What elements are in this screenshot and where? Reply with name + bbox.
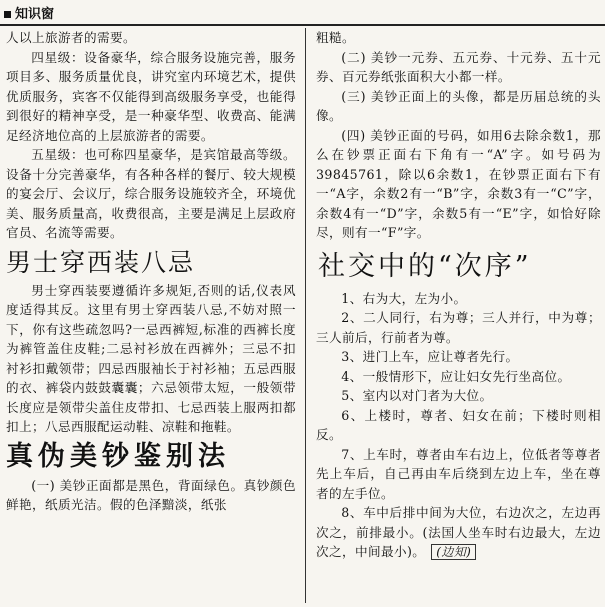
section-tag — [4, 3, 54, 22]
order-item-3: 3、进门上车，应让尊者先行。 — [341, 349, 519, 364]
column-divider — [305, 28, 306, 603]
order-item-2: 2、二人同行，右为尊；三人并行，中为尊；三人前后，行前者为尊。 — [316, 310, 601, 345]
money-article-title: 真伪美钞鉴别法 — [6, 440, 230, 472]
order-item-8 — [316, 503, 601, 563]
hotel-four-star-paragraph: 四星级：设备豪华，综合服务设施完善，服务项目多、服务质量优良，讲究室内环境艺术，提供优质服务，宾客不仅能得到高级服务享受，也能得到很好的精神享受，是一种豪华型、收费高、能满足经济地位高的上层旅游者的需要。 — [6, 49, 296, 143]
square-bullet-icon — [4, 11, 11, 18]
order-item-8-text: 8、车中后排中间为大位，右边次之，左边再次之，前排最小。(法国人坐车时右边最大，左边次之，中间最小)。 — [316, 505, 601, 559]
order-item-1: 1、右为大，左为小。 — [341, 290, 467, 306]
left-column — [6, 28, 296, 604]
money-article-paragraph-4: (四) 美钞正面的号码，如用6去除余数1，那么在钞票正面右下角有一“A”字。如号码为39845761，除以6余数1，在钞票正面右下有一“A字，余数2有一“B”字，余数3有一“C”字，余数4有一“D”字，余数5有一“E”字，如恰好除尽，则有一“F”字。 — [316, 127, 601, 240]
order-item-7: 7、上车时，尊者由车右边上，位低者等尊者先上车后，自己再由车后绕到左边上车，坐在尊者的左手位。 — [316, 446, 601, 501]
author-signature: (边知) — [431, 544, 476, 560]
order-item-4: 4、一般情形下，应让妇女先行坐高位。 — [341, 368, 571, 384]
suit-article-title: 男士穿西装八忌 — [6, 247, 196, 277]
hotel-five-star-paragraph: 五星级：也可称四星豪华，是宾馆最高等级。设备十分完善豪华，有各种各样的餐厅、较大规模的宴会厅、会议厅，综合服务设施较齐全，环境优美、服务质量高，收费很高，主要是满足上层政府官员、名流等需要。 — [6, 147, 296, 240]
money-article-paragraph-2: (二) 美钞一元券、五元券、十元券、五十元券、百元券纸张面积大小都一样。 — [316, 49, 601, 84]
money-article-paragraph-1: (一) 美钞正面都是黑色，背面绿色。真钞颜色鲜艳，纸质光洁。假的色泽黯淡，纸张 — [6, 477, 296, 512]
money-article-paragraph-3: (三) 美钞正面上的头像，都是历届总统的头像。 — [316, 88, 601, 123]
hotel-text-continued: 人以上旅游者的需要。 — [6, 30, 136, 45]
page-header — [0, 0, 605, 26]
order-item-5: 5、室内以对门者为大位。 — [341, 388, 493, 403]
section-tag-label: 知识窗 — [15, 7, 55, 22]
order-item-6: 6、上楼时，尊者、妇女在前；下楼时则相反。 — [316, 407, 601, 442]
right-column — [316, 28, 601, 604]
suit-article-body: 男士穿西装要遵循许多规矩,否则的话,仪表风度适得其反。这里有男士穿西装八忌,不妨对照一下，你有这些疏忽吗?一忌西裤短,标准的西裤长度为裤管盖住皮鞋;二忌衬衫放在西裤外；三忌不扣衬衫扣戴领带；四忌西服袖长于衬衫袖；五忌西服的衣、裤袋内鼓鼓囊囊；六忌领带太短，一般领带长度应是领带尖盖住皮带扣、七忌西装上服两扣都扣上；八忌西服配运动鞋、凉鞋和拖鞋。 — [6, 282, 296, 434]
order-article-title: 社交中的“次序” — [318, 250, 532, 282]
money-article-continued: 粗糙。 — [316, 30, 355, 45]
